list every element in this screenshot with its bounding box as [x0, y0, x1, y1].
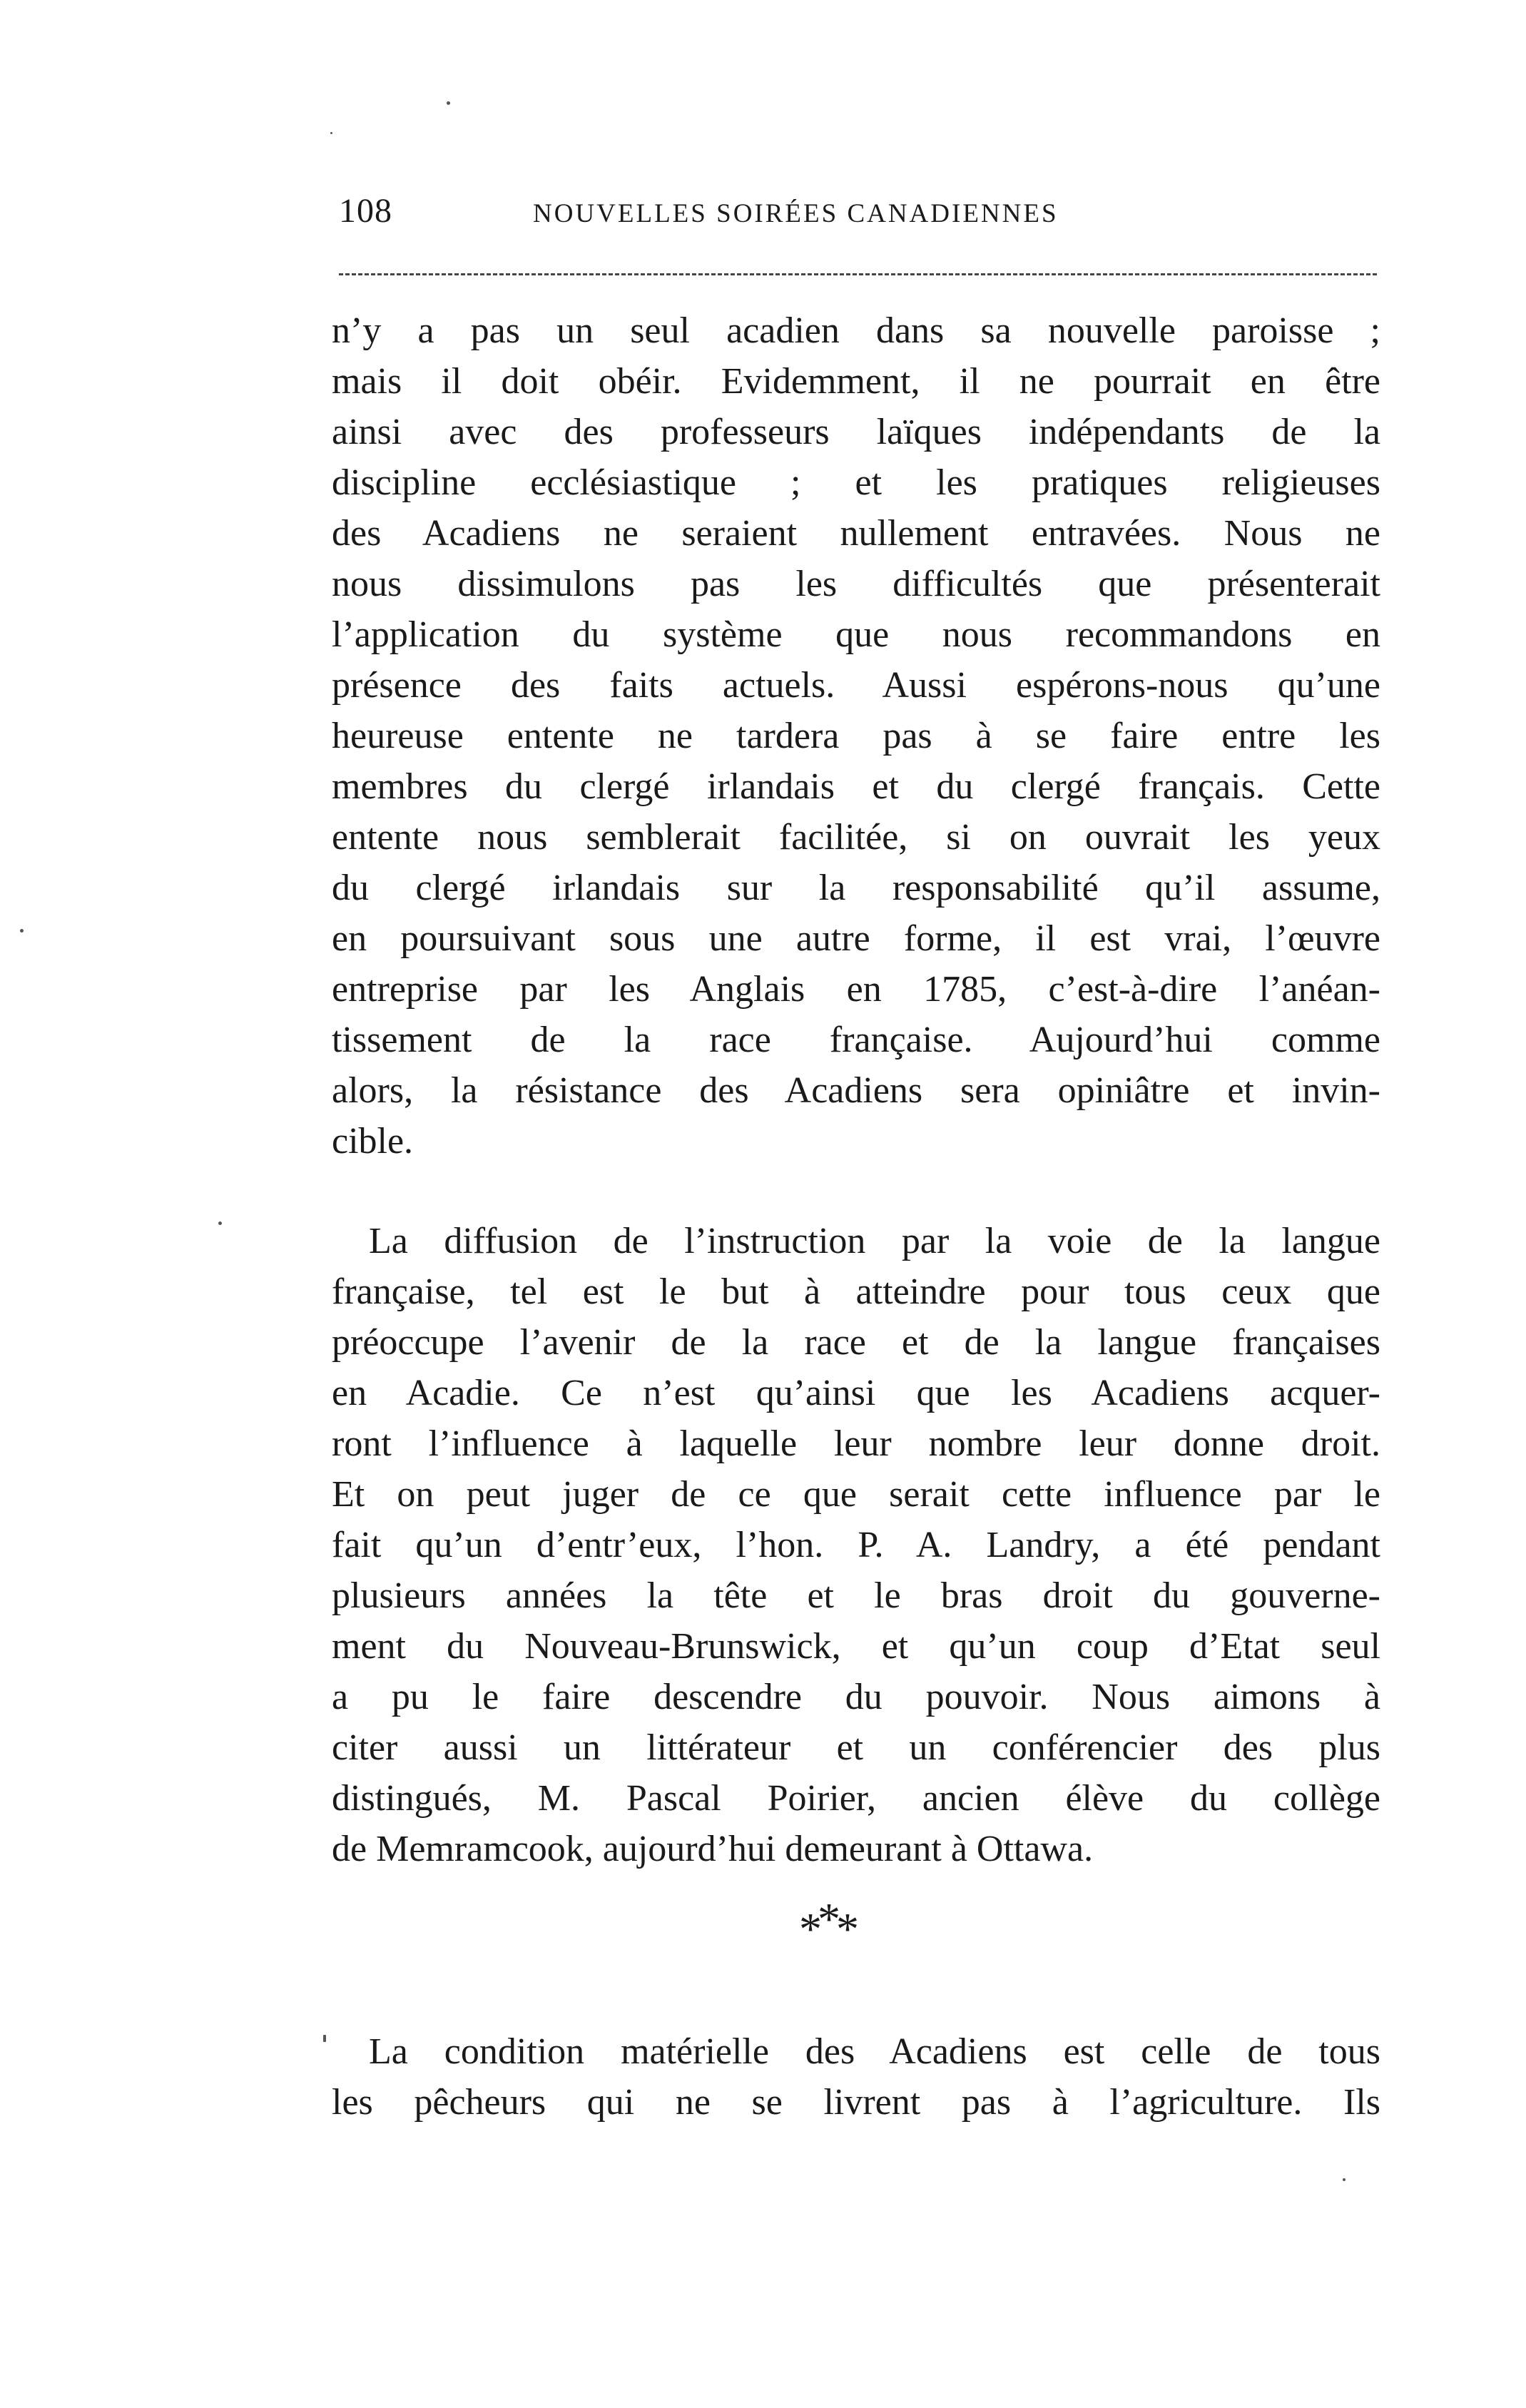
text-line: entente nous semblerait facilitée, si on ouvrait les yeux — [332, 817, 1380, 858]
text-line: présence des faits actuels. Aussi espérons-nous qu’une — [332, 665, 1380, 706]
running-title: NOUVELLES SOIRÉES CANADIENNES — [533, 199, 1059, 228]
text-line: La diffusion de l’instruction par la voie de la langue — [369, 1221, 1380, 1261]
text-line: plusieurs années la tête et le bras droit du gouverne- — [332, 1575, 1380, 1616]
text-line: de Memramcook, aujourd’hui demeurant à Ottawa. — [332, 1829, 1094, 1869]
scan-speck — [447, 101, 450, 105]
text-line: distingués, M. Pascal Poirier, ancien élève du collège — [332, 1778, 1380, 1819]
header-rule — [339, 273, 1377, 275]
scan-speck — [323, 2035, 326, 2042]
scan-speck — [330, 132, 332, 134]
asterisk-middle: * — [818, 1894, 836, 1944]
text-line: nous dissimulons pas les difficultés que présenterait — [332, 564, 1380, 604]
paragraph-1 — [332, 305, 1380, 1167]
text-line: Et on peut juger de ce que serait cette influence par le — [332, 1474, 1380, 1515]
text-line: citer aussi un littérateur et un conférencier des plus — [332, 1727, 1380, 1768]
page-number: 108 — [339, 192, 392, 230]
text-line: tissement de la race française. Aujourd’hui comme — [332, 1020, 1380, 1060]
text-line: l’application du système que nous recommandons en — [332, 614, 1380, 655]
section-break-asterism — [799, 1894, 855, 1954]
text-line: mais il doit obéir. Evidemment, il ne pourrait en être — [332, 361, 1380, 402]
text-line: préoccupe l’avenir de la race et de la langue françaises — [332, 1322, 1380, 1363]
text-line: entreprise par les Anglais en 1785, c’est-à-dire l’anéan- — [332, 969, 1380, 1010]
text-line: membres du clergé irlandais et du clergé français. Cette — [332, 766, 1380, 807]
scan-speck — [218, 1221, 222, 1225]
running-head — [339, 191, 1377, 248]
text-line: ment du Nouveau-Brunswick, et qu’un coup d’Etat seul — [332, 1626, 1380, 1667]
text-line: fait qu’un d’entr’eux, l’hon. P. A. Landry, a été pendant — [332, 1525, 1380, 1565]
text-line: cible. — [332, 1121, 414, 1162]
asterisk-left: * — [799, 1904, 818, 1954]
text-line: en poursuivant sous une autre forme, il est vrai, l’œuvre — [332, 918, 1380, 959]
text-line: les pêcheurs qui ne se livrent pas à l’agriculture. Ils — [332, 2082, 1380, 2123]
text-line: française, tel est le but à atteindre pour tous ceux que — [332, 1271, 1380, 1312]
scan-speck — [20, 929, 24, 933]
text-line: heureuse entente ne tardera pas à se faire entre les — [332, 716, 1380, 756]
text-line: ront l’influence à laquelle leur nombre leur donne droit. — [332, 1423, 1380, 1464]
asterisk-right: * — [836, 1904, 855, 1954]
paragraph-3 — [332, 2026, 1380, 2128]
scan-speck — [1343, 2178, 1346, 2181]
text-line: n’y a pas un seul acadien dans sa nouvelle paroisse ; — [332, 310, 1380, 351]
text-line: La condition matérielle des Acadiens est celle de tous — [369, 2031, 1380, 2072]
text-line: du clergé irlandais sur la responsabilité qu’il assume, — [332, 868, 1380, 908]
text-line: a pu le faire descendre du pouvoir. Nous aimons à — [332, 1677, 1380, 1717]
text-line: discipline ecclésiastique ; et les pratiques religieuses — [332, 462, 1380, 503]
text-line: ainsi avec des professeurs laïques indépendants de la — [332, 412, 1380, 452]
paragraph-2 — [332, 1216, 1380, 1874]
text-line: des Acadiens ne seraient nullement entravées. Nous ne — [332, 513, 1380, 554]
text-line: alors, la résistance des Acadiens sera opiniâtre et invin- — [332, 1070, 1380, 1111]
text-line: en Acadie. Ce n’est qu’ainsi que les Acadiens acquer- — [332, 1373, 1380, 1413]
